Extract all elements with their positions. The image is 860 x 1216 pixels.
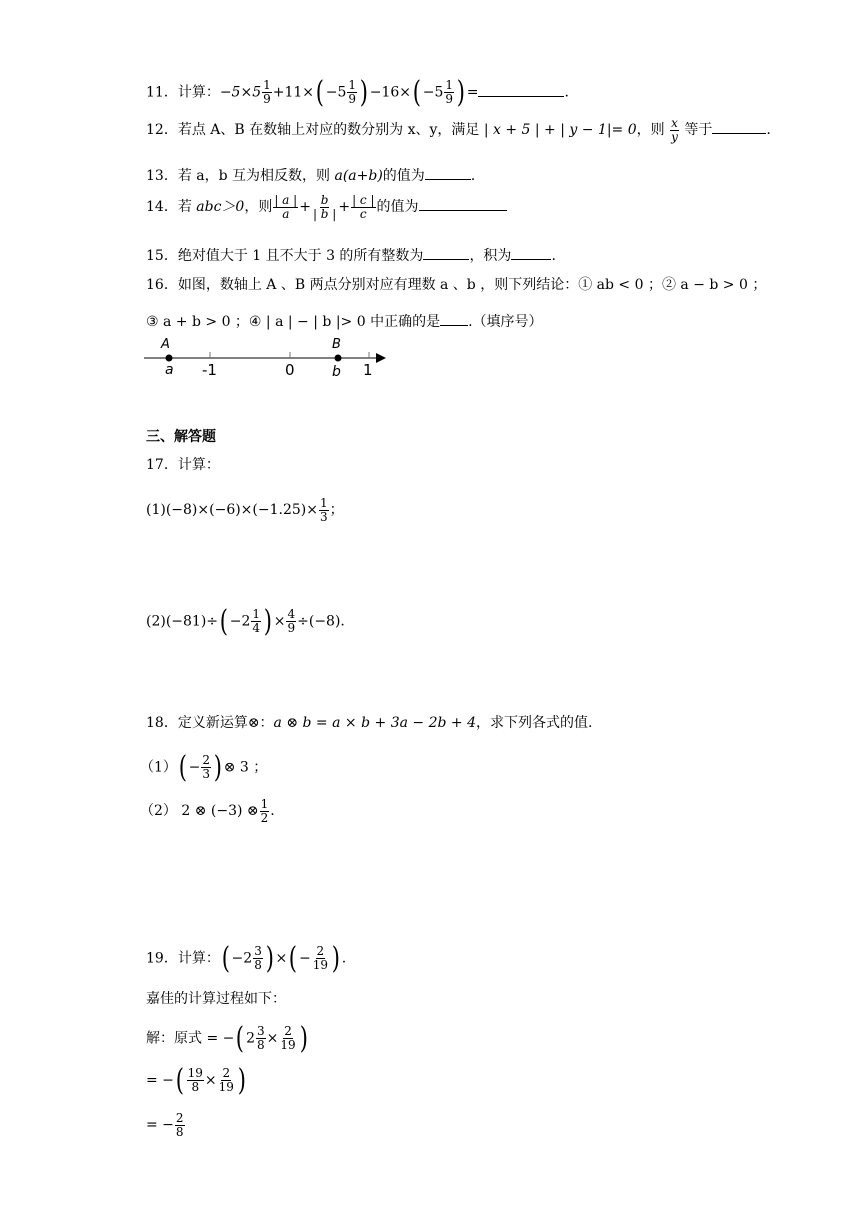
q14-frac-1: $\frac{| a |}{a}$: [274, 193, 298, 221]
q14-condition: abc＞0: [196, 199, 245, 216]
question-16-line-2: ③ a + b > 0 ；④ | a | − | b |> 0 中正确的是 .（填序号）: [146, 311, 543, 329]
q18-part-2: （2） 2 ⊗ (−3) ⊗ $\frac{1}{2}$ .: [140, 797, 275, 825]
q19-frac-2: $\frac{2}{19}$: [312, 944, 329, 972]
number-line-figure: [140, 334, 390, 382]
q17-p1-frac: $\frac{1}{3}$: [319, 496, 328, 524]
q11-frac-1: $\frac{1}{9}$: [263, 78, 271, 106]
q17-p2-frac-1: $\frac{1}{4}$: [252, 607, 261, 635]
question-14: 14．若 abc＞0，则 $\frac{| a |}{a}$ + $\frac{b}{| b |}$ + $\frac{| c |}{c}$ 的值为: [146, 194, 507, 220]
number-line-arrow-icon: [376, 353, 386, 363]
q19-intro: 嘉佳的计算过程如下：: [146, 991, 286, 1007]
point-a-dot: [166, 355, 173, 362]
q18-definition: a ⊗ b = a × b + 3a − 2b + 4: [273, 715, 476, 731]
q19-step-3: = − $\frac{2}{8}$: [146, 1111, 184, 1139]
q12-condition: | x + 5 | + | y − 1|= 0: [483, 122, 637, 139]
q17-part-1: (1)(−8)×(−6)×(−1.25)× $\frac{1}{3}$ ；: [146, 496, 344, 524]
point-b-var: b: [332, 364, 341, 380]
point-a-var: a: [165, 362, 174, 378]
q18-part-1: （1）( − $\frac{2}{3}$ ) ⊗ 3 ；: [140, 750, 268, 785]
q13-expression: a(a+b): [334, 168, 383, 184]
tick-neg1-label: -1: [202, 361, 217, 379]
point-a-label: A: [161, 337, 170, 352]
question-15: 15．绝对值大于 1 且不大于 3 的所有整数为 ，积为 .: [146, 245, 556, 263]
q13-answer-blank[interactable]: [425, 165, 471, 180]
q18-p2-frac: $\frac{1}{2}$: [260, 797, 269, 825]
q17-p2-frac-2: $\frac{4}{9}$: [287, 607, 296, 635]
q15-answer-blank-2[interactable]: [511, 245, 551, 260]
q14-answer-blank[interactable]: [419, 196, 507, 211]
q11-label: 11．计算：: [146, 84, 220, 101]
tick-0-label: 0: [285, 361, 295, 379]
q12-answer-blank[interactable]: [712, 119, 766, 134]
q11-expr-b: +11×: [272, 84, 315, 101]
q14-frac-3: $\frac{| c |}{c}$: [352, 193, 375, 221]
question-11: 11．计算：−5×5 $\frac{1}{9}$ +11×( −5 $\frac{1}{9}$ ) −16×( −5 $\frac{1}{9}$ ) = .: [146, 75, 569, 110]
point-b-dot: [335, 355, 342, 362]
tick-1-label: 1: [363, 361, 373, 379]
q12-frac: $\frac{x}{y}$: [671, 116, 678, 144]
q15-answer-blank-1[interactable]: [423, 245, 469, 260]
q16-answer-blank[interactable]: [440, 311, 468, 326]
q19-s1-frac-1: $\frac{3}{8}$: [257, 1024, 265, 1052]
question-16-line-1: 16．如图，数轴上 A 、B 两点分别对应有理数 a 、b ，则下列结论：① ab < 0 ；② a − b > 0 ；: [146, 277, 767, 293]
q11-frac-2: $\frac{1}{9}$: [348, 78, 357, 106]
question-19: 19．计算：( −2 $\frac{3}{8}$ ) ×( − $\frac{2}{19}$ ) .: [146, 941, 347, 976]
question-13: 13．若 a，b 互为相反数，则 a(a+b)的值为 .: [146, 165, 475, 183]
question-18: 18．定义新运算⊗：a ⊗ b = a × b + 3a − 2b + 4，求下列各式的值.: [146, 715, 593, 731]
q11-frac-3: $\frac{1}{9}$: [445, 78, 454, 106]
question-12: 12．若点 A、B 在数轴上对应的数分别为 x、y，满足 | x + 5 | + | y − 1|= 0，则 $\frac{x}{y}$ 等于 .: [146, 116, 771, 144]
section-heading: 三、解答题: [146, 429, 216, 445]
q19-s1-frac-2: $\frac{2}{19}$: [280, 1024, 296, 1052]
q19-step-1: 解：原式 = −( 2 $\frac{3}{8}$ × $\frac{2}{19}$ ): [146, 1021, 308, 1056]
q19-s2-frac-2: $\frac{2}{19}$: [218, 1066, 234, 1094]
point-b-label: B: [332, 337, 341, 352]
q11-answer-blank[interactable]: [478, 82, 564, 97]
q17-part-2: (2)(−81)÷( −2 $\frac{1}{4}$ ) × $\frac{4}{9}$ ÷(−8).: [146, 604, 345, 639]
q19-s2-frac-1: $\frac{19}{8}$: [187, 1066, 203, 1094]
q11-expr-a: −5×5: [219, 84, 262, 101]
question-17: 17．计算：: [146, 457, 220, 473]
q19-s3-frac: $\frac{2}{8}$: [175, 1111, 184, 1139]
q19-frac-1: $\frac{3}{8}$: [254, 944, 262, 972]
q19-step-2: = −( $\frac{19}{8}$ × $\frac{2}{19}$ ): [146, 1063, 246, 1098]
q14-frac-2: $\frac{b}{| b |}$: [312, 193, 337, 221]
q18-p1-frac: $\frac{2}{3}$: [202, 753, 211, 781]
